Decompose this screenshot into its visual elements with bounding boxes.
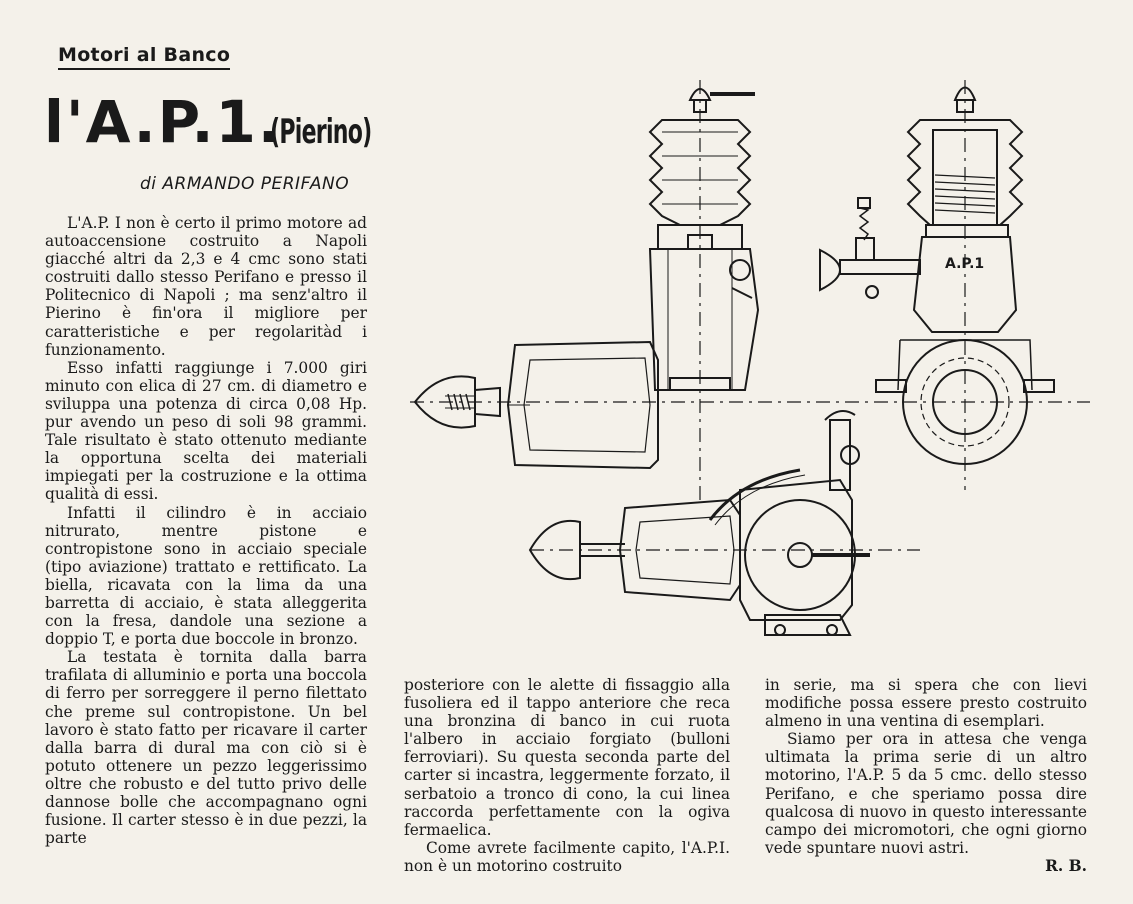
- article-column-2: [404, 676, 730, 875]
- paragraph: Esso infatti raggiunge i 7.000 giri minuto con elica di 27 cm. di diametro e sviluppa una potenza di circa 0,08 Hp. pur avendo un peso di soli 98 grammi. Tale risultato è stato ottenuto mediante la opportuna scelta dei materiali impiegati per la costruzione e la ottima qualità di essi.: [45, 358, 367, 504]
- engine-label: A.P.1: [945, 256, 985, 272]
- paragraph: Infatti il cilindro è in acciaio nitrurato, mentre pistone e contropistone sono in acciaio speciale (tipo aviazione) trattato e rettificato. La biella, ricavata con la lima da una barretta di acciaio, è stata alleggerita con la fresa, dandole una sezione a doppio T, e porta due boccole in bronzo.: [45, 503, 367, 649]
- paragraph: Siamo per ora in attesa che venga ultimata la prima serie di un altro motorino, l'A.P. 5 da 5 cmc. dello stesso Perifano, e che speriamo possa dire qualcosa di nuovo in questo interessante campo dei micromotori, che ogni giorno vede spuntare nuovi astri.: [765, 730, 1087, 857]
- article-author: di ARMANDO PERIFANO: [140, 174, 350, 194]
- article-subtitle: (Pierino): [270, 112, 372, 152]
- article-title: l'A.P.1.: [44, 88, 282, 156]
- section-heading: Motori al Banco: [58, 44, 230, 70]
- paragraph: in serie, ma si spera che con lievi modifiche possa essere presto costruito almeno in una ventina di esemplari.: [765, 676, 1087, 731]
- engine-drawing: [400, 60, 1100, 660]
- article-column-3: [765, 676, 1087, 875]
- paragraph: Come avrete facilmente capito, l'A.P.I. non è un motorino costruito: [404, 838, 730, 875]
- paragraph: L'A.P. I non è certo il primo motore ad autoaccensione costruito a Napoli giacché altri da 2,3 e 4 cmc sono stati costruiti dallo stesso Perifano e presso il Politecnico di Napoli ; ma senz'altro il Pierino è fin'ora il migliore per caratteristiche e per regolaritàd i funzionamento.: [45, 214, 367, 359]
- centerlines: [410, 80, 1090, 550]
- side-view-engine: [415, 89, 758, 468]
- top-view-engine: [530, 411, 870, 635]
- article-column-1: [45, 214, 367, 847]
- paragraph: posteriore con le alette di fissaggio alla fusoliera ed il tappo anteriore che reca una bronzina di banco in cui ruota l'albero in acciaio forgiato (bulloni ferroviari). Su questa seconda parte del carter si incastra, leggermente forzato, il serbatoio a tronco di cono, la cui linea raccorda perfettamente con la ogiva fermaelica.: [404, 676, 730, 839]
- front-view-engine: [820, 88, 1054, 465]
- signature: R. B.: [1045, 856, 1087, 875]
- paragraph: La testata è tornita dalla barra trafilata di alluminio e porta una boccola di ferro per sorreggere il perno filettato che preme sul contropistone. Un bel lavoro è stato fatto per ricavare il carter dalla barra di dural ma con ciò si è potuto ottenere un pezzo leggerissimo oltre che robusto e del tutto privo delle dannose bolle che accompagnano ogni fusione. Il carter stesso è in due pezzi, la parte: [45, 648, 367, 848]
